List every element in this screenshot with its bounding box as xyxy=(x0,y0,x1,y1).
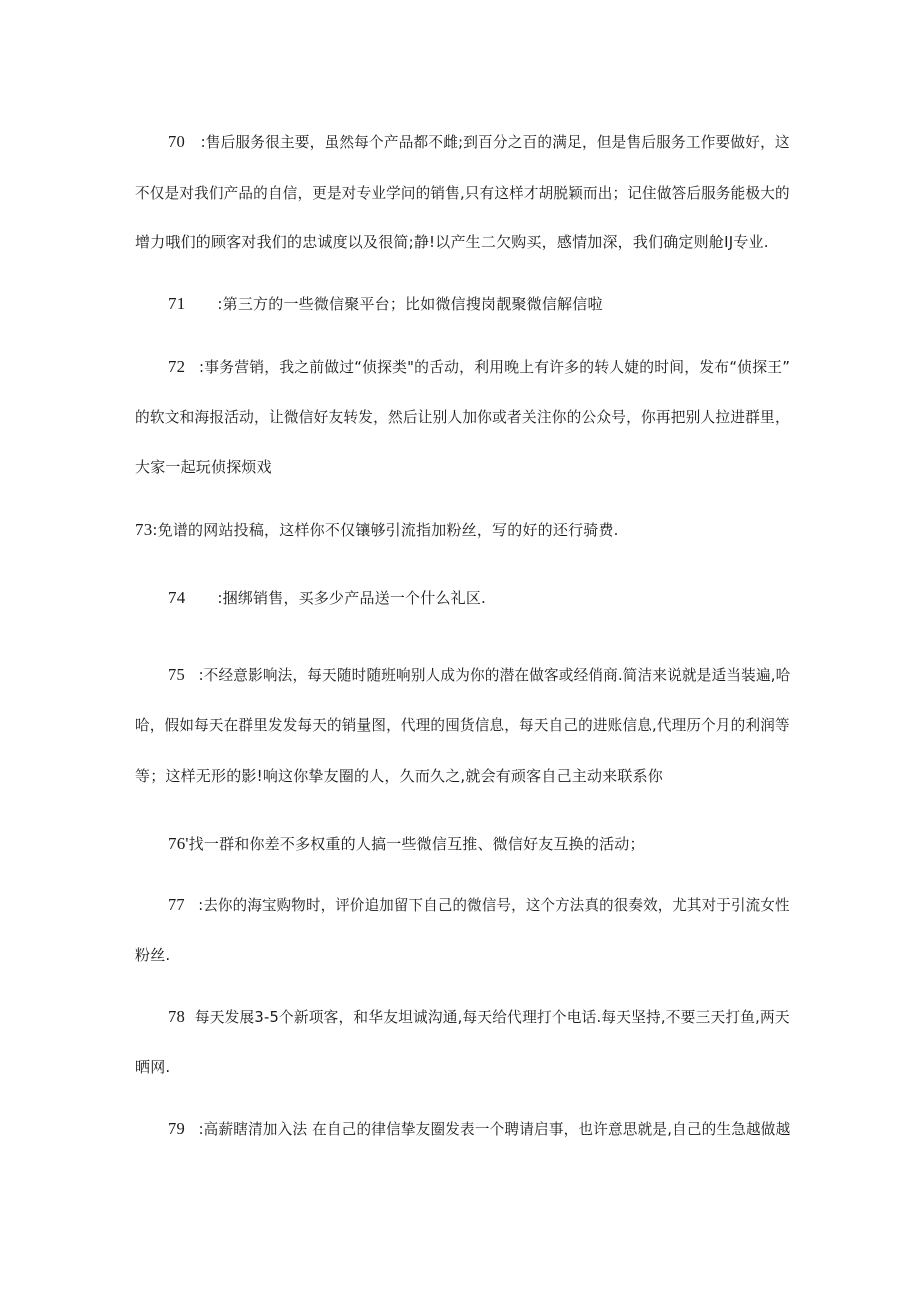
item-number: 70 xyxy=(168,132,185,151)
item-text: :捆绑销售，买多少产品送一个什么礼区. xyxy=(217,589,487,607)
item-74-line-1 xyxy=(168,588,486,608)
item-text: :去你的海宝购物时，评价追加留下自己的微信号，这个方法真的很奏效，尤其对于引流女性 xyxy=(198,896,790,914)
item-75-line-1 xyxy=(168,665,790,685)
item-70-line-2: 不仅是对我们产品的自信，更是对专业学问的销售,只有这样才胡脱颖而出；记住做答后服务能极大的 xyxy=(135,184,790,202)
item-number: 74 xyxy=(168,588,186,607)
item-number: 75 xyxy=(168,665,185,684)
item-75-line-3: 等；这样无形的影!响这你挚友圈的人，久而久之,就会有顽客自己主动来联系你 xyxy=(135,767,663,785)
item-76-line-1 xyxy=(168,834,645,854)
item-72-line-2: 的软文和海报活动，让微信好友转发，然后让别人加你或者关注你的公众号，你再把别人拉进群里， xyxy=(135,408,790,426)
item-text: 找一群和你差不多权重的人搞一些微信互推、微信好友互换的活动； xyxy=(188,835,645,853)
item-70-line-1 xyxy=(168,132,790,152)
item-78-line-1 xyxy=(168,1007,790,1027)
item-number: 71 xyxy=(168,294,186,313)
item-77-line-2: 粉丝. xyxy=(135,946,171,964)
item-72-line-1 xyxy=(168,357,790,377)
item-text: :事务营销，我之前做过“侦探类"的舌动，利用晚上有许多的转人婕的时间，发布“侦探王” xyxy=(199,358,791,376)
item-text: 每天发展3-5个新项客，和华友坦诚沟通,每天给代理打个电话.每天坚持,不要三天打鱼,两天 xyxy=(194,1008,790,1026)
item-79-line-1 xyxy=(168,1119,790,1139)
item-75-line-2: 哈，假如每天在群里发发每天的销量图，代理的囤货信息，每天自己的进账信息,代理历个月的利润等 xyxy=(135,716,790,734)
item-71-line-1 xyxy=(168,294,603,314)
item-text: :售后服务很主要，虽然每个产品都不雌;到百分之百的满足，但是售后服务工作要做好，这 xyxy=(200,133,790,151)
item-73-line-1 xyxy=(135,520,619,540)
item-78-line-2: 晒网. xyxy=(135,1058,171,1076)
item-text: :高薪瞎清加入法 在自己的律信挚友圈发表一个聘请启事，也许意思就是,自己的生急越做越 xyxy=(198,1120,791,1138)
item-number: 79 xyxy=(168,1119,185,1138)
item-text: :免谱的网站投稿，这样你不仅镶够引流指加粉丝，写的好的还行骑费. xyxy=(152,521,619,539)
item-text: :不经意影响法，每天随时随班响别人成为你的潜在做客或经俏商.简洁来说就是适当装遍,哈 xyxy=(198,666,791,684)
item-72-line-3: 大家一起玩侦探烦戏 xyxy=(135,458,272,476)
item-number: 76' xyxy=(168,834,189,853)
item-text: :第三方的一些微信聚平台；比如微信搜岗靓聚微信解信啦 xyxy=(217,295,603,313)
item-number: 78 xyxy=(168,1007,186,1026)
item-number: 73 xyxy=(135,520,153,539)
item-77-line-1 xyxy=(168,895,790,915)
item-number: 77 xyxy=(168,895,185,914)
item-70-line-3: 增力哦们的顾客对我们的忠诚度以及很简;静!以产生二欠购买，感情加深，我们确定则舱IJ专业. xyxy=(135,233,769,251)
item-number: 72 xyxy=(168,357,186,376)
